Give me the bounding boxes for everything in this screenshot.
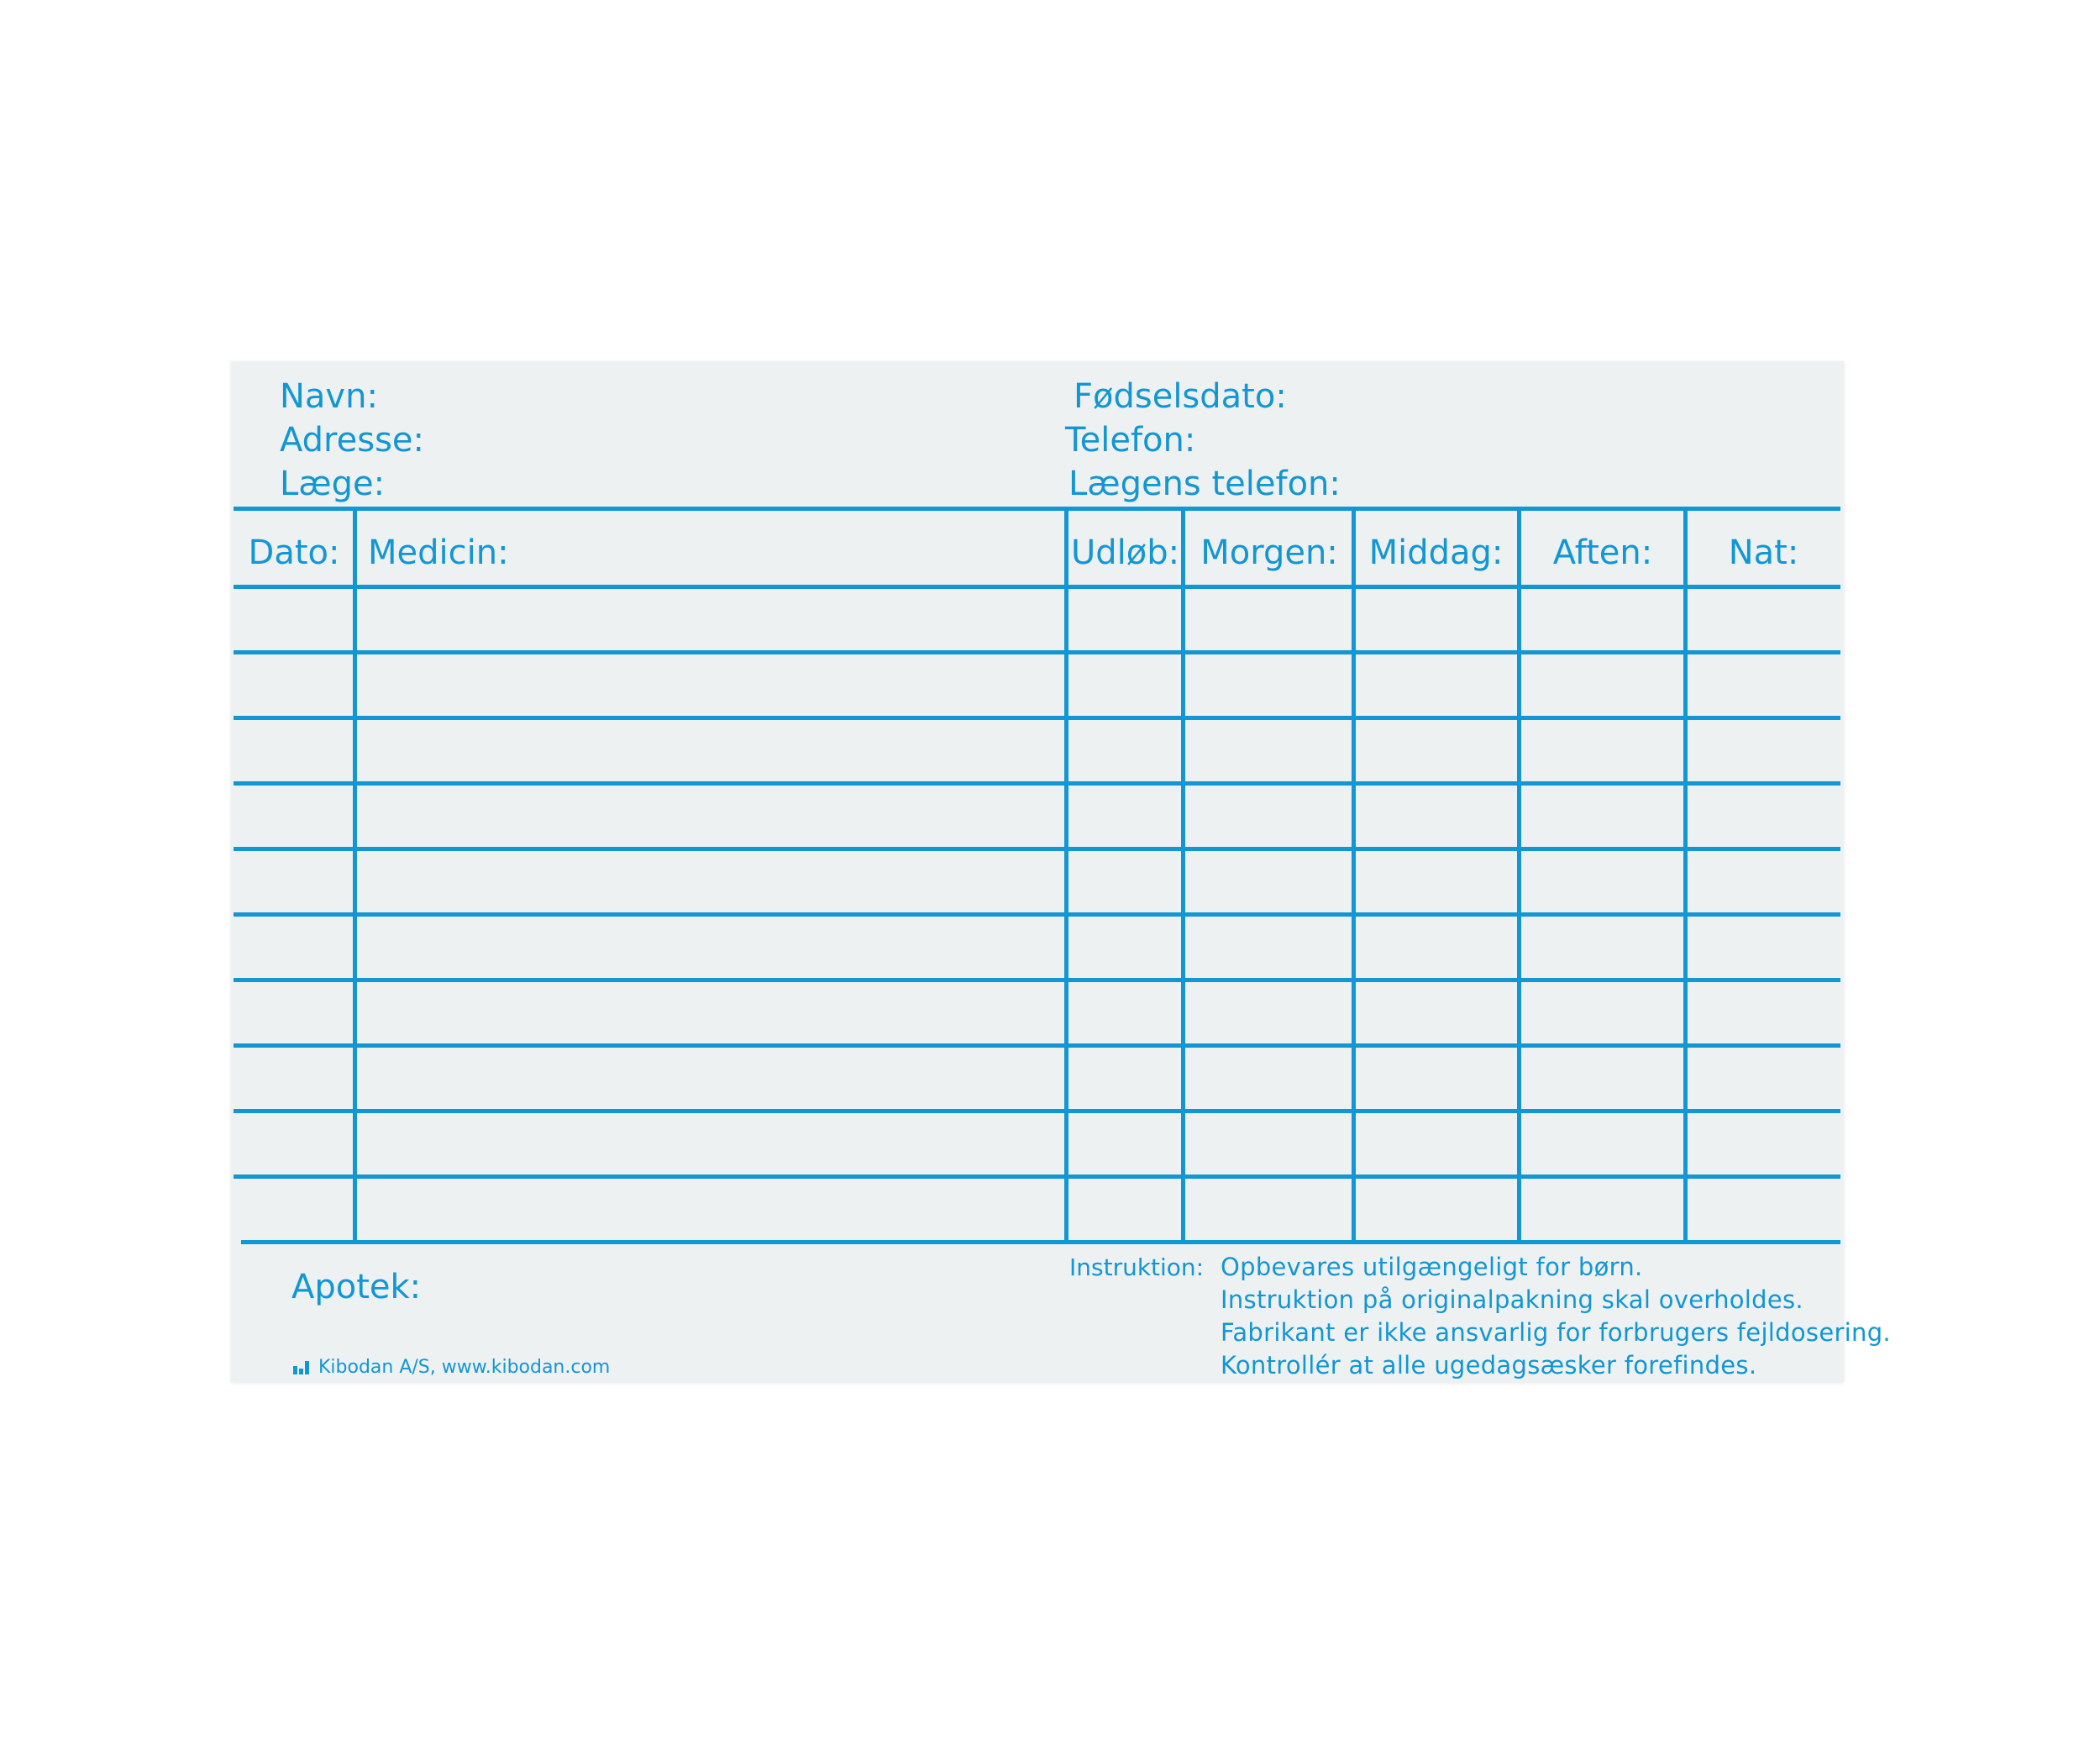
doctor-label: Læge: [280,465,386,503]
instruction-line: Opbevares utilgængeligt for børn. [1221,1253,1643,1281]
bar-chart-logo-icon [293,1359,312,1374]
address-label: Adresse: [280,421,424,460]
header-divider [234,585,1840,589]
doctor-phone-label: Lægens telefon: [1068,465,1341,503]
column-header-date: Dato: [248,533,340,572]
instruction-line: Fabrikant er ikke ansvarlig for forbrugers fejldosering. [1221,1318,1891,1347]
column-divider-evening [1683,508,1688,1244]
row-divider [234,912,1840,917]
row-divider [234,1043,1840,1048]
column-divider-date [353,508,357,1244]
pharmacy-label: Apotek: [291,1268,422,1306]
table-bottom-border [241,1240,1840,1244]
table-top-border [234,507,1840,511]
column-header-morning: Morgen: [1200,533,1338,572]
column-divider-medicine [1064,508,1068,1244]
column-divider-noon [1517,508,1521,1244]
row-divider [234,978,1840,982]
row-divider [234,847,1840,851]
row-divider [234,781,1840,786]
row-divider [234,716,1840,720]
column-divider-morning [1352,508,1356,1244]
column-header-noon: Middag: [1368,533,1504,572]
column-header-expiry: Udløb: [1070,533,1180,572]
row-divider [234,650,1840,654]
phone-label: Telefon: [1065,421,1196,460]
column-header-medicine: Medicin: [368,533,509,572]
column-header-evening: Aften: [1552,533,1653,572]
row-divider [234,1175,1840,1179]
instruction-line: Kontrollér at alle ugedagsæsker forefindes. [1221,1351,1757,1380]
column-header-night: Nat: [1728,533,1799,572]
footer-company: Kibodan A/S, www.kibodan.com [318,1357,611,1378]
instruction-line: Instruktion på originalpakning skal overholdes. [1221,1285,1803,1314]
name-label: Navn: [280,377,378,416]
instruction-label: Instruktion: [1069,1253,1205,1281]
medication-card [231,361,1891,1382]
column-divider-expiry [1181,508,1185,1244]
birthdate-label: Fødselsdato: [1074,377,1287,416]
row-divider [234,1109,1840,1113]
